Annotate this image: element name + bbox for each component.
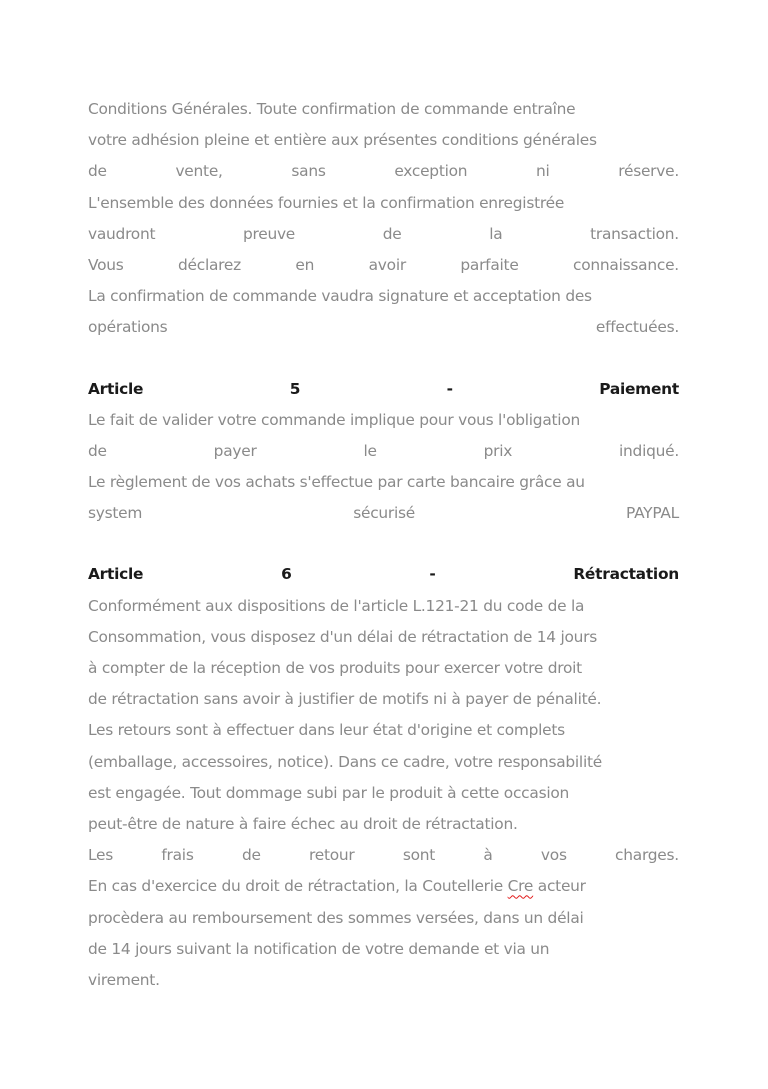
text-line: est engagée. Tout dommage subi par le produit à cette occasion <box>88 783 570 802</box>
heading-word: 5 <box>289 379 301 398</box>
text-line: L'ensemble des données fournies et la confirmation enregistrée <box>88 193 565 212</box>
word: le <box>363 441 377 460</box>
word: de <box>88 441 107 460</box>
word: ni <box>536 162 550 181</box>
word: Les <box>88 846 114 865</box>
intro-section <box>88 94 679 344</box>
word: vente, <box>175 162 223 181</box>
text-line: (emballage, accessoires, notice). Dans ce cadre, votre responsabilité <box>88 752 602 771</box>
text-line: procèdera au remboursement des sommes versées, dans un délai <box>88 908 584 927</box>
text-line: La confirmation de commande vaudra signature et acceptation des <box>88 287 592 306</box>
word: de <box>382 224 402 243</box>
word: Vous <box>88 255 124 274</box>
word: prix <box>483 441 513 460</box>
heading-word: Rétractation <box>573 565 679 584</box>
word: system <box>88 504 143 523</box>
text-line: virement. <box>88 970 160 989</box>
word: PAYPAL <box>626 504 679 523</box>
word: indiqué. <box>619 441 679 460</box>
word: sécurisé <box>353 504 415 523</box>
article-5-heading <box>88 374 679 405</box>
text-line: Conditions Générales. Toute confirmation de commande entraîne <box>88 100 576 118</box>
text-line <box>88 312 679 343</box>
word: transaction. <box>590 224 679 243</box>
word: en <box>295 255 315 274</box>
text-line <box>88 250 679 281</box>
word: frais <box>161 846 194 865</box>
text-line <box>88 156 679 187</box>
text-line <box>88 871 679 902</box>
word: retour <box>309 846 355 865</box>
word: la <box>489 224 503 243</box>
word: connaissance. <box>573 255 679 274</box>
word: à <box>483 846 493 865</box>
text-line <box>88 498 679 529</box>
heading-word: 6 <box>281 565 292 584</box>
word: vos <box>540 846 567 865</box>
word: parfaite <box>460 255 519 274</box>
word: opérations <box>88 318 168 337</box>
heading-word: - <box>429 565 436 584</box>
text-line: Le fait de valider votre commande implique pour vous l'obligation <box>88 410 580 429</box>
text-fragment: En cas d'exercice du droit de rétractation, la Coutellerie <box>88 877 508 896</box>
word: de <box>88 162 107 181</box>
text-fragment: acteur <box>533 877 586 896</box>
misspelled-word: Cre <box>507 877 534 896</box>
text-line: de 14 jours suivant la notification de votre demande et via un <box>88 939 550 958</box>
text-line: Conformément aux dispositions de l'article L.121-21 du code de la <box>88 596 585 615</box>
text-line: de rétractation sans avoir à justifier de motifs ni à payer de pénalité. <box>88 690 602 709</box>
word: effectuées. <box>595 318 679 337</box>
word: réserve. <box>618 162 679 181</box>
text-line <box>88 436 679 467</box>
section-gap <box>88 529 679 559</box>
text-line: Les retours sont à effectuer dans leur état d'origine et complets <box>88 721 565 740</box>
word: payer <box>213 441 257 460</box>
word: preuve <box>242 224 296 243</box>
heading-word: Article <box>88 565 144 584</box>
heading-word: Paiement <box>599 379 679 398</box>
text-line: Consommation, vous disposez d'un délai de rétractation de 14 jours <box>88 627 598 646</box>
word: sans <box>291 162 326 181</box>
section-gap <box>88 344 679 374</box>
text-line <box>88 840 679 871</box>
article-6-body <box>88 591 679 996</box>
heading-word: Article <box>88 379 144 398</box>
document-page <box>88 94 679 996</box>
word: sont <box>402 846 436 865</box>
text-line: votre adhésion pleine et entière aux présentes conditions générales <box>88 131 597 150</box>
text-line: Le règlement de vos achats s'effectue par carte bancaire grâce au <box>88 473 585 492</box>
word: vaudront <box>88 224 156 243</box>
word: avoir <box>368 255 406 274</box>
text-line: à compter de la réception de vos produits pour exercer votre droit <box>88 659 582 677</box>
word: charges. <box>615 846 679 865</box>
text-line <box>88 219 679 250</box>
word: déclarez <box>178 255 241 274</box>
article-6-heading <box>88 559 679 590</box>
article-5-body <box>88 405 679 530</box>
word: exception <box>394 162 468 181</box>
text-line: peut-être de nature à faire échec au droit de rétractation. <box>88 814 518 833</box>
heading-word: - <box>446 379 453 398</box>
word: de <box>241 846 261 865</box>
